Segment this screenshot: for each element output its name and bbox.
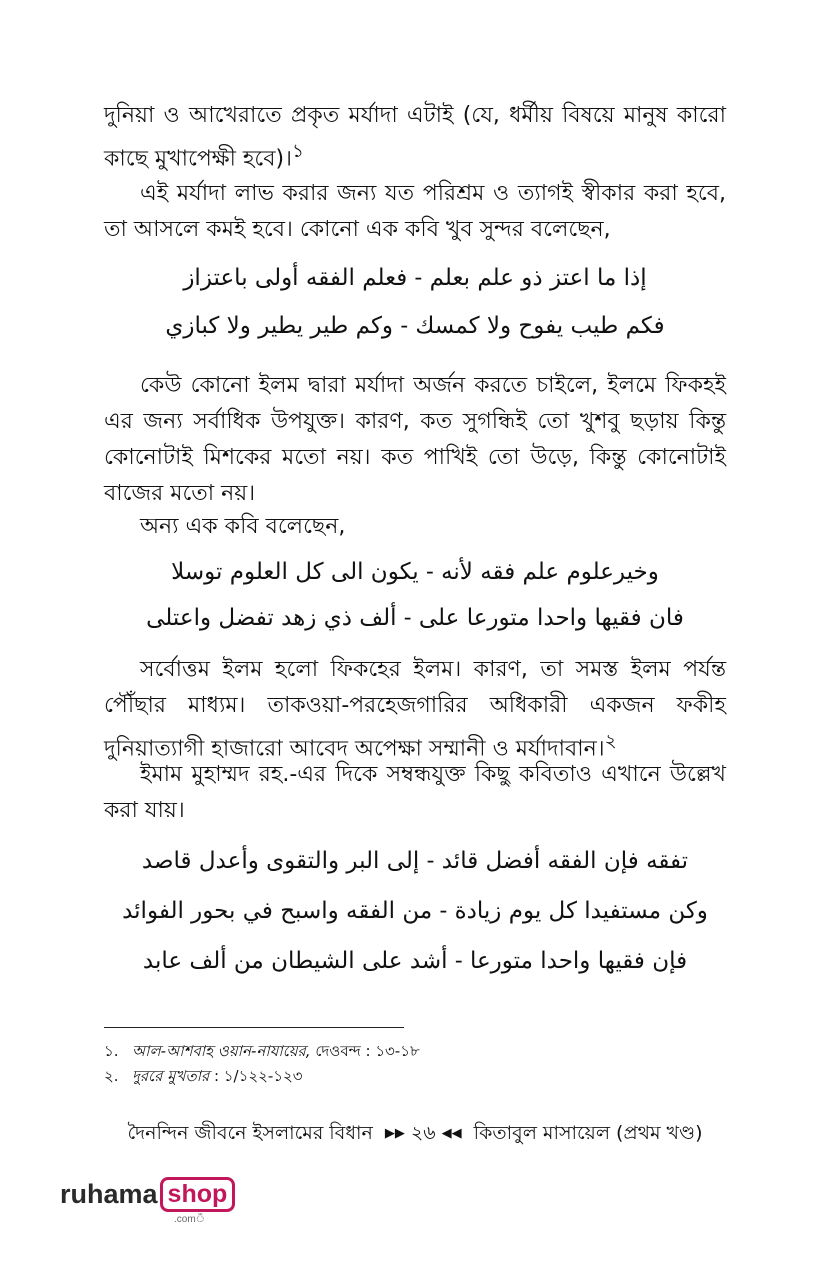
paragraph-5: সর্বোত্তম ইলম হলো ফিকহের ইলম। কারণ, তা সমস্ত ইলম পর্যন্ত পৌঁছার মাধ্যম। তাকওয়া-পরহেজগারির অধিকারী একজন ফকীহ দুনিয়াত্যাগী হাজারো আবেদ অপেক্ষা সম্মানী ও মর্যাদাবান।$^২$ bbox=[104, 657, 726, 762]
verse-2: فكم طيب يفوح ولا كمسك - وكم طير يطير ولا كبازي bbox=[165, 313, 665, 339]
page-footer bbox=[104, 1119, 726, 1151]
back-arrow-icon: ◀◀ bbox=[441, 1126, 462, 1141]
paragraph-2: এই মর্যাদা লাভ করার জন্য যত পরিশ্রম ও ত্যাগই স্বীকার করা হবে, তা আসলে কমই হবে। কোনো এক কবি খুব সুন্দর বলেছেন, bbox=[104, 181, 726, 242]
page-number: ২৬ bbox=[410, 1122, 436, 1144]
footnote-ref-1: ১ bbox=[291, 141, 304, 162]
logo-shop-badge bbox=[160, 1177, 236, 1212]
paragraph-4: অন্য এক কবি বলেছেন, bbox=[140, 514, 346, 539]
verse-3: وخيرعلوم علم فقه لأنه - يكون الى كل العلوم توسلا bbox=[171, 559, 659, 585]
section-title: কিতাবুল মাসায়েল (প্রথম খণ্ড) bbox=[473, 1122, 703, 1144]
paragraph-6: ইমাম মুহাম্মদ রহ.-এর দিকে সম্বন্ধযুক্ত কিছু কবিতাও এখানে উল্লেখ করা যায়। bbox=[104, 762, 726, 823]
logo-domain: .comঁ bbox=[174, 1214, 206, 1225]
footnote-1: ১. আল-আশবাহ ওয়ান-নাযায়ের, দেওবন্দ : ১৩-১৮ bbox=[104, 1042, 420, 1060]
logo-word-ruhama: ruhama bbox=[60, 1179, 158, 1209]
verse-7: فإن فقيها واحدا متورعا - أشد على الشيطان من ألف عابد bbox=[142, 948, 688, 974]
footnote-divider bbox=[104, 1027, 404, 1028]
verse-5: تفقه فإن الفقه أفضل قائد - إلى البر والتقوى وأعدل قاصد bbox=[141, 848, 689, 874]
verse-1: إذا ما اعتز ذو علم بعلم - فعلم الفقه أولى باعتزاز bbox=[183, 265, 647, 291]
paragraph-3: কেউ কোনো ইলম দ্বারা মর্যাদা অর্জন করতে চাইলে, ইলমে ফিকহই এর জন্য সর্বাধিক উপযুক্ত। কারণ, কত সুগন্ধিই তো খুশবু ছড়ায় কিন্তু কোনোটাই মিশকের মতো নয়। কত পাখিই তো উড়ে, কিন্তু কোনোটাই বাজের মতো নয়। bbox=[104, 373, 726, 506]
book-title: দৈনন্দিন জীবনে ইসলামের বিধান bbox=[127, 1122, 373, 1144]
watermark-logo bbox=[60, 1177, 235, 1225]
paragraph-1: দুনিয়া ও আখেরাতে প্রকৃত মর্যাদা এটাই (যে, ধর্মীয় বিষয়ে মানুষ কারো কাছে মুখাপেক্ষী হবে)।$^১$ bbox=[104, 103, 726, 172]
verse-6: وكن مستفيدا كل يوم زيادة - من الفقه واسبح في بحور الفوائد bbox=[122, 898, 708, 924]
logo-word-shop: shop bbox=[167, 1180, 228, 1208]
verse-4: فان فقيها واحدا متورعا على - ألف ذي زهد تفضل واعتلى bbox=[146, 605, 684, 631]
footnote-ref-2: ২ bbox=[604, 731, 617, 752]
forward-arrow-icon: ▶▶ bbox=[384, 1126, 405, 1141]
footnote-2: ২. দুররে মুখতার : ১/১২২-১২৩ bbox=[104, 1067, 303, 1085]
